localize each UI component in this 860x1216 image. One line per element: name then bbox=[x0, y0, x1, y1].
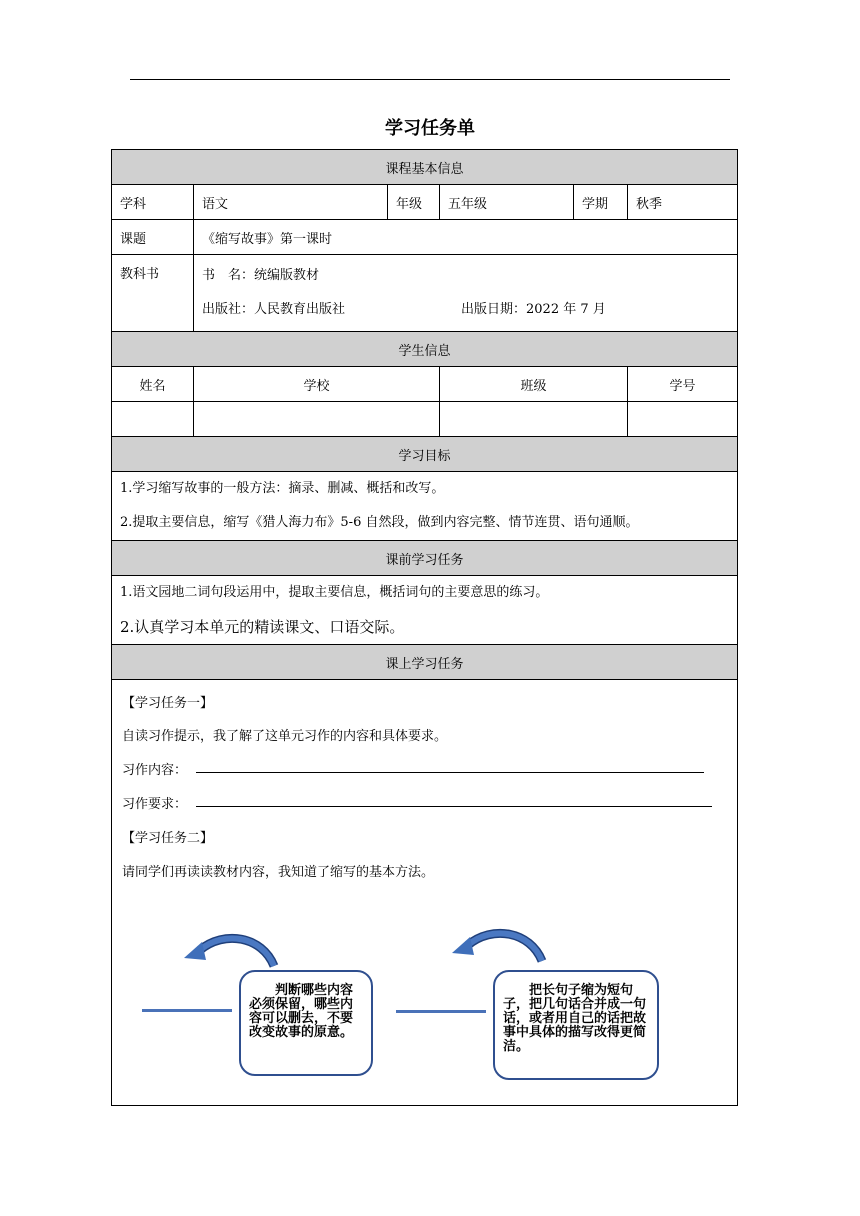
grade-label: 年级 bbox=[388, 185, 440, 220]
task1-text: 自读习作提示，我了解了这单元习作的内容和具体要求。 bbox=[122, 729, 448, 744]
publisher: 出版社：人民教育出版社 bbox=[202, 302, 346, 317]
curved-arrow-icon bbox=[178, 932, 278, 972]
method-box-rewrite: 把长句子缩为短句子，把几句话合并成一句话，或者用自己的话把故事中具体的描写改得更简洁。 bbox=[493, 970, 659, 1080]
subject-label: 学科 bbox=[112, 185, 194, 220]
task2-title: 【学习任务二】 bbox=[122, 831, 214, 846]
student-number-cell[interactable] bbox=[628, 402, 738, 437]
method-line-right bbox=[396, 1010, 486, 1013]
pre-class-item: 1.语文园地二词句段运用中，提取主要信息，概括词句的主要意思的练习。 bbox=[120, 585, 549, 600]
goals-header: 学习目标 bbox=[112, 437, 738, 472]
goals-content bbox=[112, 472, 738, 541]
method-box-delete: 判断哪些内容必须保留，哪些内容可以删去，不要改变故事的原意。 bbox=[239, 970, 373, 1076]
publisher-line bbox=[202, 293, 729, 327]
publication-date: 出版日期：2022 年 7 月 bbox=[461, 302, 606, 317]
col-student-number: 学号 bbox=[628, 367, 738, 402]
topic-label: 课题 bbox=[112, 220, 194, 255]
col-class: 班级 bbox=[440, 367, 628, 402]
term-value: 秋季 bbox=[628, 185, 738, 220]
in-class-header: 课上学习任务 bbox=[112, 645, 738, 680]
task2-text: 请同学们再读读教材内容，我知道了缩写的基本方法。 bbox=[122, 865, 435, 880]
col-name: 姓名 bbox=[112, 367, 194, 402]
content-label: 习作内容： bbox=[122, 763, 188, 778]
textbook-label: 教科书 bbox=[112, 255, 194, 332]
pre-class-item: 2.认真学习本单元的精读课文、口语交际。 bbox=[120, 618, 405, 636]
term-label: 学期 bbox=[574, 185, 628, 220]
textbook-details bbox=[194, 255, 738, 332]
pre-class-header: 课前学习任务 bbox=[112, 541, 738, 576]
course-info-header: 课程基本信息 bbox=[112, 150, 738, 185]
curved-arrow-icon bbox=[446, 927, 546, 967]
topic-value: 《缩写故事》第一课时 bbox=[194, 220, 738, 255]
goal-item: 1.学习缩写故事的一般方法：摘录、删减、概括和改写。 bbox=[120, 481, 445, 496]
class-cell[interactable] bbox=[440, 402, 628, 437]
task-sheet-table bbox=[111, 149, 738, 1106]
content-answer-line[interactable] bbox=[196, 772, 704, 773]
goal-item: 2.提取主要信息，缩写《猎人海力布》5-6 自然段，做到内容完整、情节连贯、语句通顺。 bbox=[120, 515, 639, 530]
grade-value: 五年级 bbox=[440, 185, 574, 220]
task1-title: 【学习任务一】 bbox=[122, 696, 214, 711]
student-info-header: 学生信息 bbox=[112, 332, 738, 367]
requirement-answer-line[interactable] bbox=[196, 806, 712, 807]
requirement-label: 习作要求： bbox=[122, 797, 188, 812]
pre-class-content bbox=[112, 576, 738, 645]
page-title: 学习任务单 bbox=[385, 118, 475, 139]
name-cell[interactable] bbox=[112, 402, 194, 437]
book-name: 书 名：统编版教材 bbox=[202, 268, 320, 283]
method-line-left bbox=[142, 1009, 232, 1012]
in-class-content bbox=[112, 680, 738, 1106]
header-rule bbox=[130, 79, 730, 80]
col-school: 学校 bbox=[194, 367, 440, 402]
school-cell[interactable] bbox=[194, 402, 440, 437]
subject-value: 语文 bbox=[194, 185, 388, 220]
